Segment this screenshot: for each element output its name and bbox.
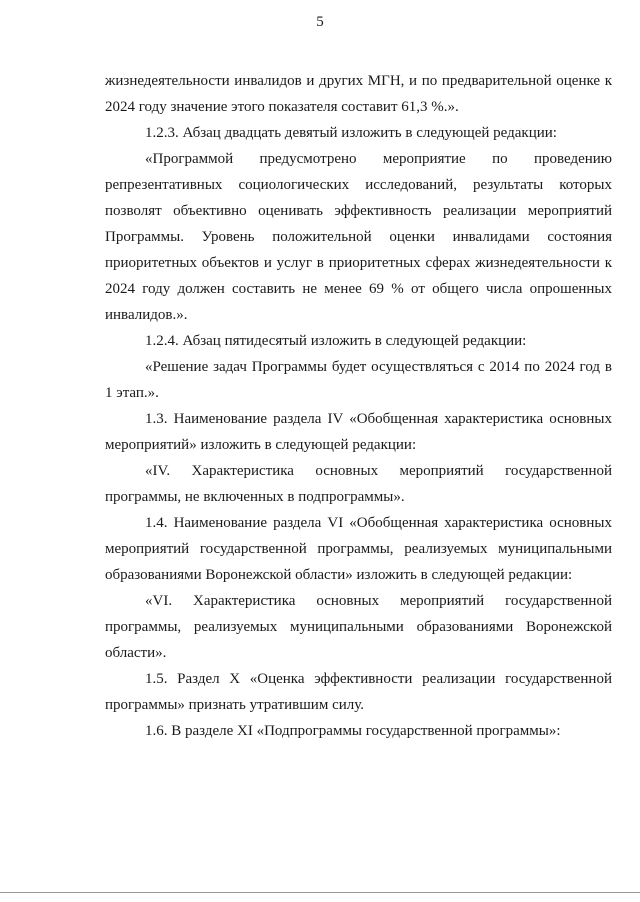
paragraph-quote-program: «Программой предусмотрено мероприятие по проведению репрезентативных социологических исследований, результаты которых позволят объективно оценивать эффективность реализации мероприятий Программы. Уровень положительной оценки инвалидами состояния приоритетных объектов и услуг в приоритетных сферах жизнедеятельности к 2024 году должен составить не менее 69 % от общего числа опрошенных инвалидов.». [105,151,612,323]
paragraph-continuation: жизнедеятельности инвалидов и других МГН, и по предварительной оценке к 2024 году значение этого показателя составит 61,3 %.». [105,73,612,115]
document-body [105,68,612,744]
paragraph-quote-section-vi: «VI. Характеристика основных мероприятий государственной программы, реализуемых муниципальными образованиями Воронежской области». [105,593,612,661]
paragraph-1-6: 1.6. В разделе XI «Подпрограммы государственной программы»: [145,723,561,739]
paragraph-1-2-3: 1.2.3. Абзац двадцать девятый изложить в следующей редакции: [145,125,557,141]
paragraph-1-2-4: 1.2.4. Абзац пятидесятый изложить в следующей редакции: [145,333,527,349]
paragraph-1-4: 1.4. Наименование раздела VI «Обобщенная характеристика основных мероприятий государственной программы, реализуемых муниципальными образованиями Воронежской области» изложить в следующей редакции: [105,515,612,583]
paragraph-1-3: 1.3. Наименование раздела IV «Обобщенная характеристика основных мероприятий» изложить в следующей редакции: [105,411,612,453]
paragraph-quote-tasks: «Решение задач Программы будет осуществляться с 2014 по 2024 год в 1 этап.». [105,359,612,401]
page-bottom-rule [0,892,640,893]
paragraph-quote-section-iv: «IV. Характеристика основных мероприятий государственной программы, не включенных в подпрограммы». [105,463,612,505]
page-number: 5 [316,14,324,30]
paragraph-1-5: 1.5. Раздел X «Оценка эффективности реализации государственной программы» признать утратившим силу. [105,671,612,713]
